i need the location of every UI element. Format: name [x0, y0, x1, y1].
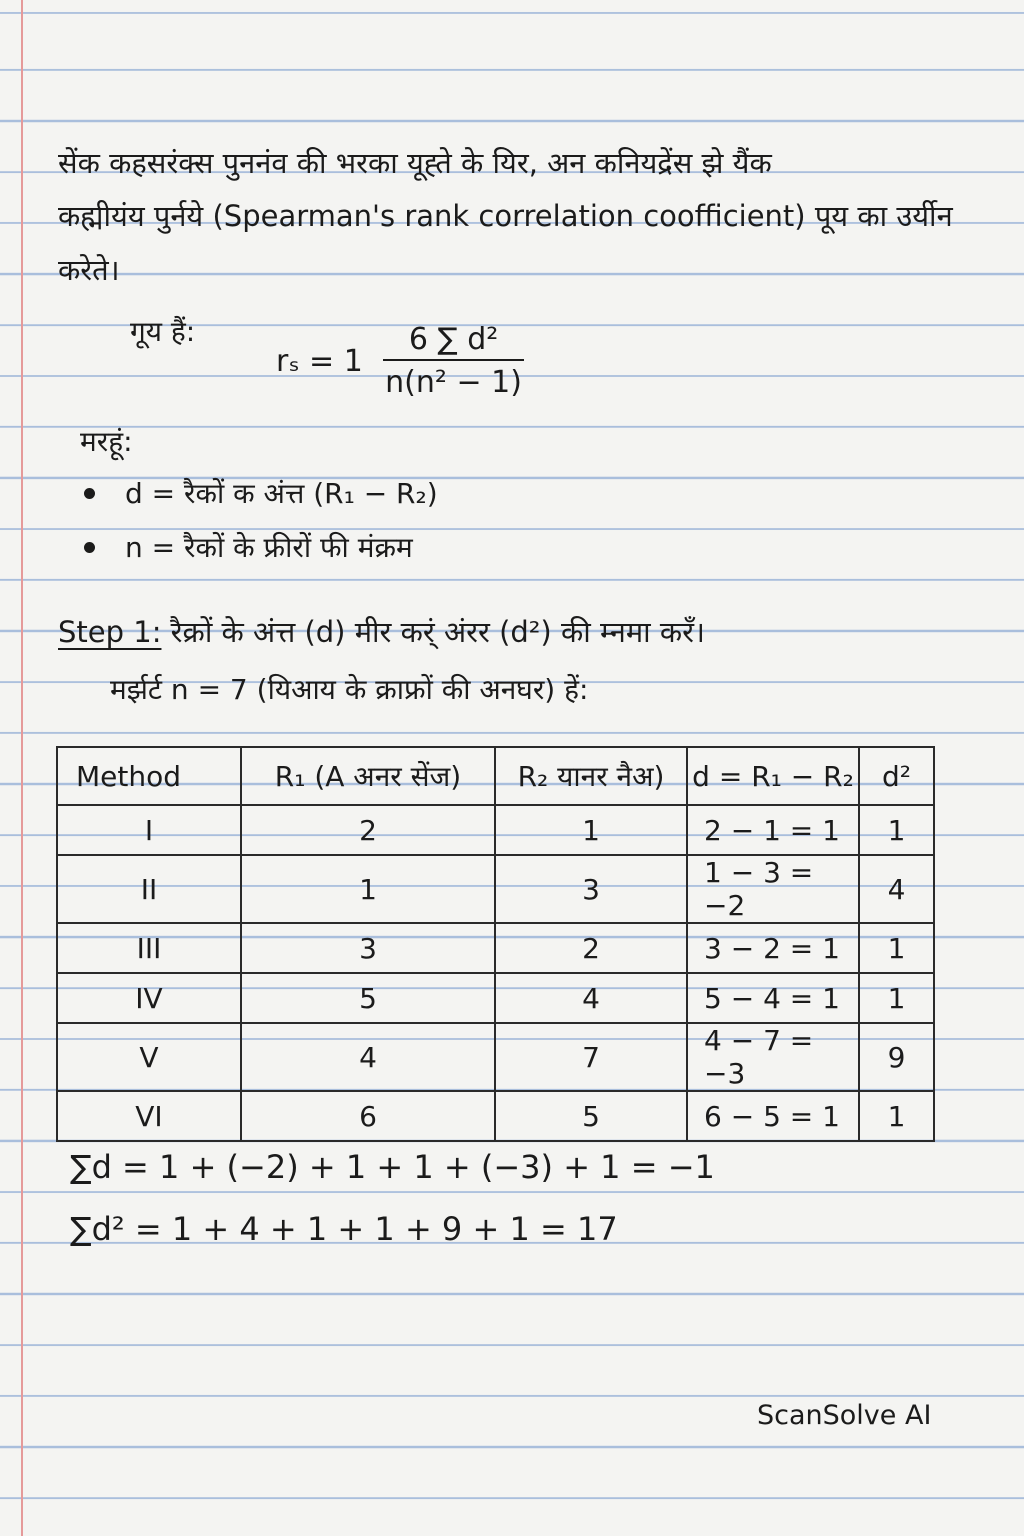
cell-r1: 5: [241, 973, 495, 1023]
where-item-d-text: d = रैकों क अंत्त (R₁ − R₂): [125, 477, 438, 510]
cell-r2: 3: [495, 855, 687, 923]
formula-fraction: [383, 322, 524, 400]
cell-r1: 1: [241, 855, 495, 923]
bullet-icon: [84, 542, 95, 553]
where-item-d: [84, 474, 438, 512]
cell-d-squared: 1: [859, 973, 934, 1023]
cell-d: 6 − 5 = 1: [687, 1091, 859, 1141]
spearman-formula: [276, 322, 524, 400]
formula-numerator: 6 ∑ d²: [383, 322, 524, 361]
rank-table: [56, 746, 935, 1142]
table-row: [57, 1023, 934, 1091]
cell-method: V: [57, 1023, 241, 1091]
table-row: [57, 805, 934, 855]
cell-method: I: [57, 805, 241, 855]
sum-d: ∑d = 1 + (−2) + 1 + 1 + (−3) + 1 = −1: [70, 1148, 715, 1186]
cell-d: 2 − 1 = 1: [687, 805, 859, 855]
cell-r1: 3: [241, 923, 495, 973]
cell-method: IV: [57, 973, 241, 1023]
table-header-row: [57, 747, 934, 805]
formula-lhs: rₛ = 1: [276, 343, 363, 379]
where-label: मरहूं:: [80, 425, 133, 458]
where-item-n-text: n = रैकों के फ्रीरों फी मंक्रम: [125, 531, 413, 564]
cell-r2: 4: [495, 973, 687, 1023]
cell-d-squared: 1: [859, 1091, 934, 1141]
formula-label: गूय हैं:: [130, 315, 196, 348]
cell-d-squared: 1: [859, 923, 934, 973]
cell-d-squared: 4: [859, 855, 934, 923]
cell-r1: 6: [241, 1091, 495, 1141]
cell-r2: 1: [495, 805, 687, 855]
cell-d-squared: 1: [859, 805, 934, 855]
header-r2: R₂ यानर नैअ): [495, 747, 687, 805]
table-row: [57, 1091, 934, 1141]
step-1-text: रैक्रों के अंत्त (d) मीर कर्ं अंरर (d²) की म्नमा करँ।: [161, 615, 706, 649]
header-d: d = R₁ − R₂: [687, 747, 859, 805]
step-1-heading: [58, 612, 705, 651]
cell-r2: 5: [495, 1091, 687, 1141]
intro-line-3: करेते।: [58, 253, 120, 287]
bullet-icon: [84, 488, 95, 499]
cell-r1: 2: [241, 805, 495, 855]
table-row: [57, 855, 934, 923]
where-item-n: [84, 528, 413, 566]
cell-method: III: [57, 923, 241, 973]
cell-r1: 4: [241, 1023, 495, 1091]
cell-d: 5 − 4 = 1: [687, 973, 859, 1023]
intro-line-1: सेंक कहसरंक्स पुननंव की भरका यूह्ते के यिर, अन कनियद्रेंस झे यैंक: [58, 146, 772, 180]
table-row: [57, 923, 934, 973]
step-1-label: Step 1:: [58, 615, 162, 649]
cell-r2: 7: [495, 1023, 687, 1091]
cell-d: 1 − 3 = −2: [687, 855, 859, 923]
watermark: ScanSolve AI: [757, 1400, 932, 1431]
cell-d: 3 − 2 = 1: [687, 923, 859, 973]
cell-d: 4 − 7 = −3: [687, 1023, 859, 1091]
formula-denominator: n(n² − 1): [385, 365, 522, 400]
table-row: [57, 973, 934, 1023]
cell-d-squared: 9: [859, 1023, 934, 1091]
header-r1: R₁ (A अनर सेंज): [241, 747, 495, 805]
header-d-squared: d²: [859, 747, 934, 805]
sum-d-squared: ∑d² = 1 + 4 + 1 + 1 + 9 + 1 = 17: [70, 1210, 618, 1248]
step-1-note: मर्झर्ट n = 7 (यिआय के क्राफ्रों की अनघर) हें:: [110, 673, 589, 706]
header-method: Method: [57, 747, 241, 805]
intro-line-2: कह्मीयंय पुर्नये (Spearman's rank correlation coofficient) पूय का उर्यीन: [58, 199, 953, 233]
cell-method: VI: [57, 1091, 241, 1141]
cell-method: II: [57, 855, 241, 923]
cell-r2: 2: [495, 923, 687, 973]
